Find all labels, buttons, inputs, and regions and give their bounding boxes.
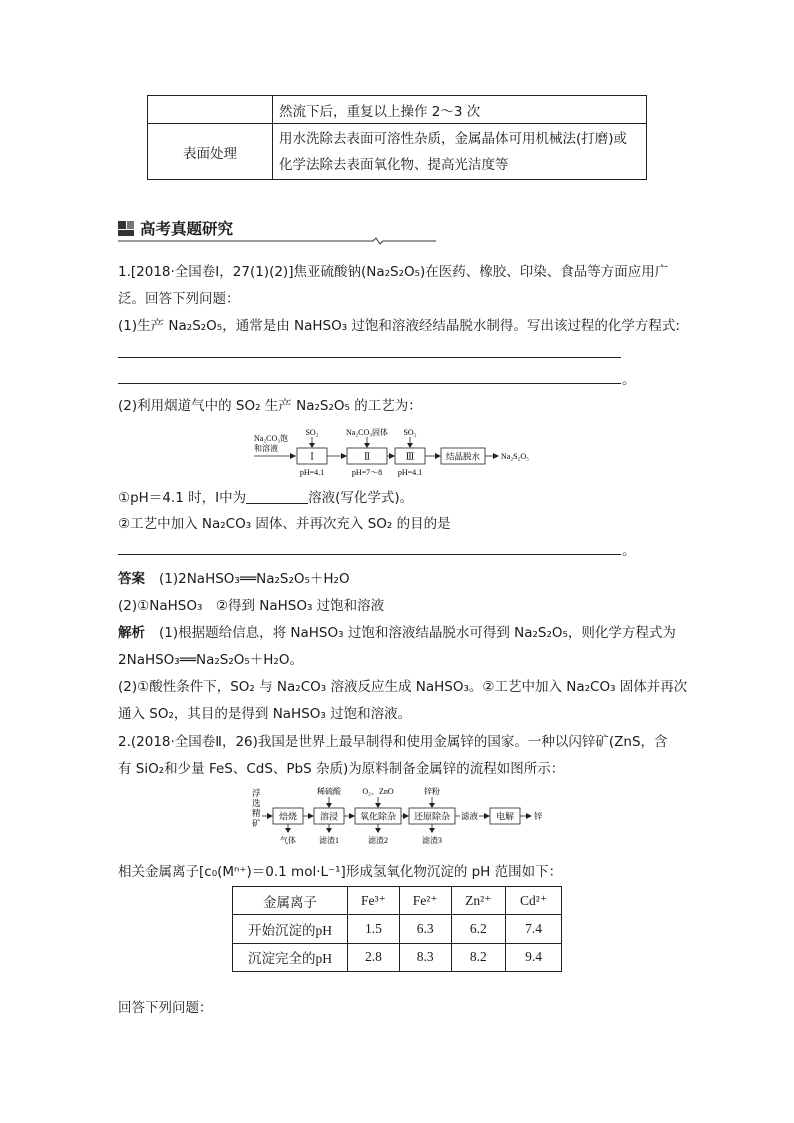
section-header xyxy=(118,218,438,248)
top-table-row2-line1: 用水洗除去表面可溶性杂质，金属晶体可用机械法(打磨)或 xyxy=(279,130,628,147)
flow2-out-gas: 气体 xyxy=(280,836,296,845)
q2-intro-line2: 有 SiO₂和少量 FeS、CdS、PbS 杂质)为原料制备金属锌的流程如图所示： xyxy=(118,761,565,777)
table-cell: 8.2 xyxy=(451,943,506,971)
flow1-ph1: pH=4.1 xyxy=(299,468,325,477)
analysis-label: 解析 xyxy=(118,625,145,641)
table-row xyxy=(233,943,562,971)
punctuation: 。 xyxy=(622,543,636,559)
flow2-step-electrolysis: 电解 xyxy=(495,811,515,822)
process-flow-diagram-1 xyxy=(252,424,552,484)
ph-table-header-row xyxy=(233,887,562,915)
punctuation: 。 xyxy=(622,372,636,388)
table-cell: 2.8 xyxy=(348,943,400,971)
flow1-ph3: pH=4.1 xyxy=(397,468,423,477)
table-cell: 7.4 xyxy=(506,915,562,943)
answer-line1 xyxy=(118,569,350,589)
flow1-product: Na₂S₂O₅ xyxy=(501,452,529,461)
flow2-step-oxidize: 氧化除杂 xyxy=(359,811,397,822)
analysis-line4: 通入 SO₂，其目的是得到 NaHSO₃ 过饱和溶液。 xyxy=(118,706,412,722)
flow1-box1-label: Ⅰ xyxy=(310,451,314,462)
table-cell: 6.2 xyxy=(451,915,506,943)
top-table-row2-content xyxy=(273,124,647,180)
analysis-line2: 2NaHSO₃══Na₂S₂O₅＋H₂O。 xyxy=(118,652,303,668)
flow1-box4-label: 结晶脱水 xyxy=(445,451,481,462)
ph-table-header-cell: 金属离子 xyxy=(233,887,348,915)
section-title: 高考真题研究 xyxy=(140,220,234,238)
table-cell: 开始沉淀的pH xyxy=(233,915,348,943)
analysis-line3: (2)①酸性条件下，SO₂ 与 Na₂CO₃ 溶液反应生成 NaHSO₃。②工艺中加入 Na₂CO₃ 固体并再次 xyxy=(118,679,688,695)
table-cell: 1.5 xyxy=(348,915,400,943)
q1-part2: (2)利用烟道气中的 SO₂ 生产 Na₂S₂O₅ 的工艺为： xyxy=(118,398,422,414)
answer-1: (1)2NaHSO₃══Na₂S₂O₅＋H₂O xyxy=(159,571,350,587)
flow1-box3-label: Ⅲ xyxy=(405,451,415,462)
analysis-text-1: (1)根据题给信息，将 NaHSO₃ 过饱和溶液结晶脱水可得到 Na₂S₂O₅，则化学方程式为 xyxy=(159,625,676,641)
flow2-step-reduce: 还原除杂 xyxy=(413,811,451,822)
table-cell: 6.3 xyxy=(399,915,451,943)
q1-subq1-suffix: 溶液(写化学式)。 xyxy=(308,490,414,506)
answer-blank-line xyxy=(118,554,621,555)
flow1-ph2: pH=7～8 xyxy=(351,468,383,477)
ph-table-header-cell: Zn²⁺ xyxy=(451,887,506,915)
ph-table-header-cell: Fe³⁺ xyxy=(348,887,400,915)
flow1-solid-input: Na₂CO₃固体 xyxy=(345,428,389,437)
q1-subq1 xyxy=(118,488,413,508)
ph-table-header-cell: Fe²⁺ xyxy=(399,887,451,915)
answer-blank xyxy=(246,489,308,504)
flow1-box2-label: Ⅱ xyxy=(363,451,371,462)
q2-table-caption: 相关金属离子[c₀(Mⁿ⁺)＝0.1 mol·L⁻¹]形成氢氧化物沉淀的 pH 范围如下： xyxy=(118,864,563,880)
flow2-feed-3: 精 xyxy=(252,808,261,818)
flow2-filtrate: 滤液 xyxy=(461,811,479,821)
answer-label: 答案 xyxy=(118,571,145,587)
flow2-step-roast: 焙烧 xyxy=(278,811,298,822)
q2-closing: 回答下列问题： xyxy=(118,1000,213,1016)
top-table-row1-content: 然流下后，重复以上操作 2～3 次 xyxy=(273,96,647,124)
flow2-out-residue2: 滤渣2 xyxy=(368,836,388,845)
top-table-row2-line2: 化学法除去表面氧化物、提高光洁度等 xyxy=(279,156,509,173)
flow1-feed-line1: Na₂CO₃饱 xyxy=(254,434,289,443)
table-cell: 9.4 xyxy=(506,943,562,971)
table-row xyxy=(233,915,562,943)
q1-intro-line1: 1.[2018·全国卷Ⅰ，27(1)(2)]焦亚硫酸钠(Na₂S₂O₅)在医药、橡胶、印染、食品等方面应用广 xyxy=(118,264,669,280)
process-flow-diagram-2 xyxy=(250,784,550,848)
flow2-in-acid: 稀硫酸 xyxy=(317,787,341,796)
q1-intro-line2: 泛。回答下列问题： xyxy=(118,291,240,307)
flow2-out-residue1: 滤渣1 xyxy=(319,836,339,845)
flow1-so2-a: SO₂ xyxy=(305,428,319,437)
q1-part1: (1)生产 Na₂S₂O₅，通常是由 NaHSO₃ 过饱和溶液经结晶脱水制得。写出该过程的化学方程式: xyxy=(118,318,680,334)
flow1-feed-line2: 和溶液 xyxy=(254,444,278,453)
answer-blank-line xyxy=(118,383,621,384)
flow2-in-zinc-powder: 锌粉 xyxy=(424,787,440,796)
top-table-cell-empty xyxy=(148,96,273,124)
top-table-row2-label: 表面处理 xyxy=(148,124,273,180)
flow2-feed-4: 矿 xyxy=(252,818,261,828)
analysis-line1 xyxy=(118,623,676,643)
flow2-step-leach: 溶浸 xyxy=(319,811,339,822)
table-cell: 8.3 xyxy=(399,943,451,971)
flow2-product: 锌 xyxy=(534,811,543,821)
q1-subq2: ②工艺中加入 Na₂CO₃ 固体、并再次充入 SO₂ 的目的是 xyxy=(118,516,451,532)
flow2-feed-2: 选 xyxy=(252,798,261,808)
answer-blank-line xyxy=(118,357,621,358)
flow2-in-oxygen: O₂、ZnO xyxy=(362,787,394,796)
q2-intro-line1: 2.(2018·全国卷Ⅱ，26)我国是世界上最早制得和使用金属锌的国家。一种以闪锌矿(ZnS，含 xyxy=(118,734,668,750)
ph-table xyxy=(232,886,562,972)
answer-line2: (2)①NaHSO₃ ②得到 NaHSO₃ 过饱和溶液 xyxy=(118,598,385,614)
q1-subq1-prefix: ①pH＝4.1 时，Ⅰ中为 xyxy=(118,490,247,506)
ph-table-header-cell: Cd²⁺ xyxy=(506,887,562,915)
table-cell: 沉淀完全的pH xyxy=(233,943,348,971)
flow2-out-residue3: 滤渣3 xyxy=(422,836,442,845)
flow2-feed-1: 浮 xyxy=(252,788,261,798)
top-table xyxy=(147,95,647,180)
flow1-so2-b: SO₂ xyxy=(403,428,417,437)
